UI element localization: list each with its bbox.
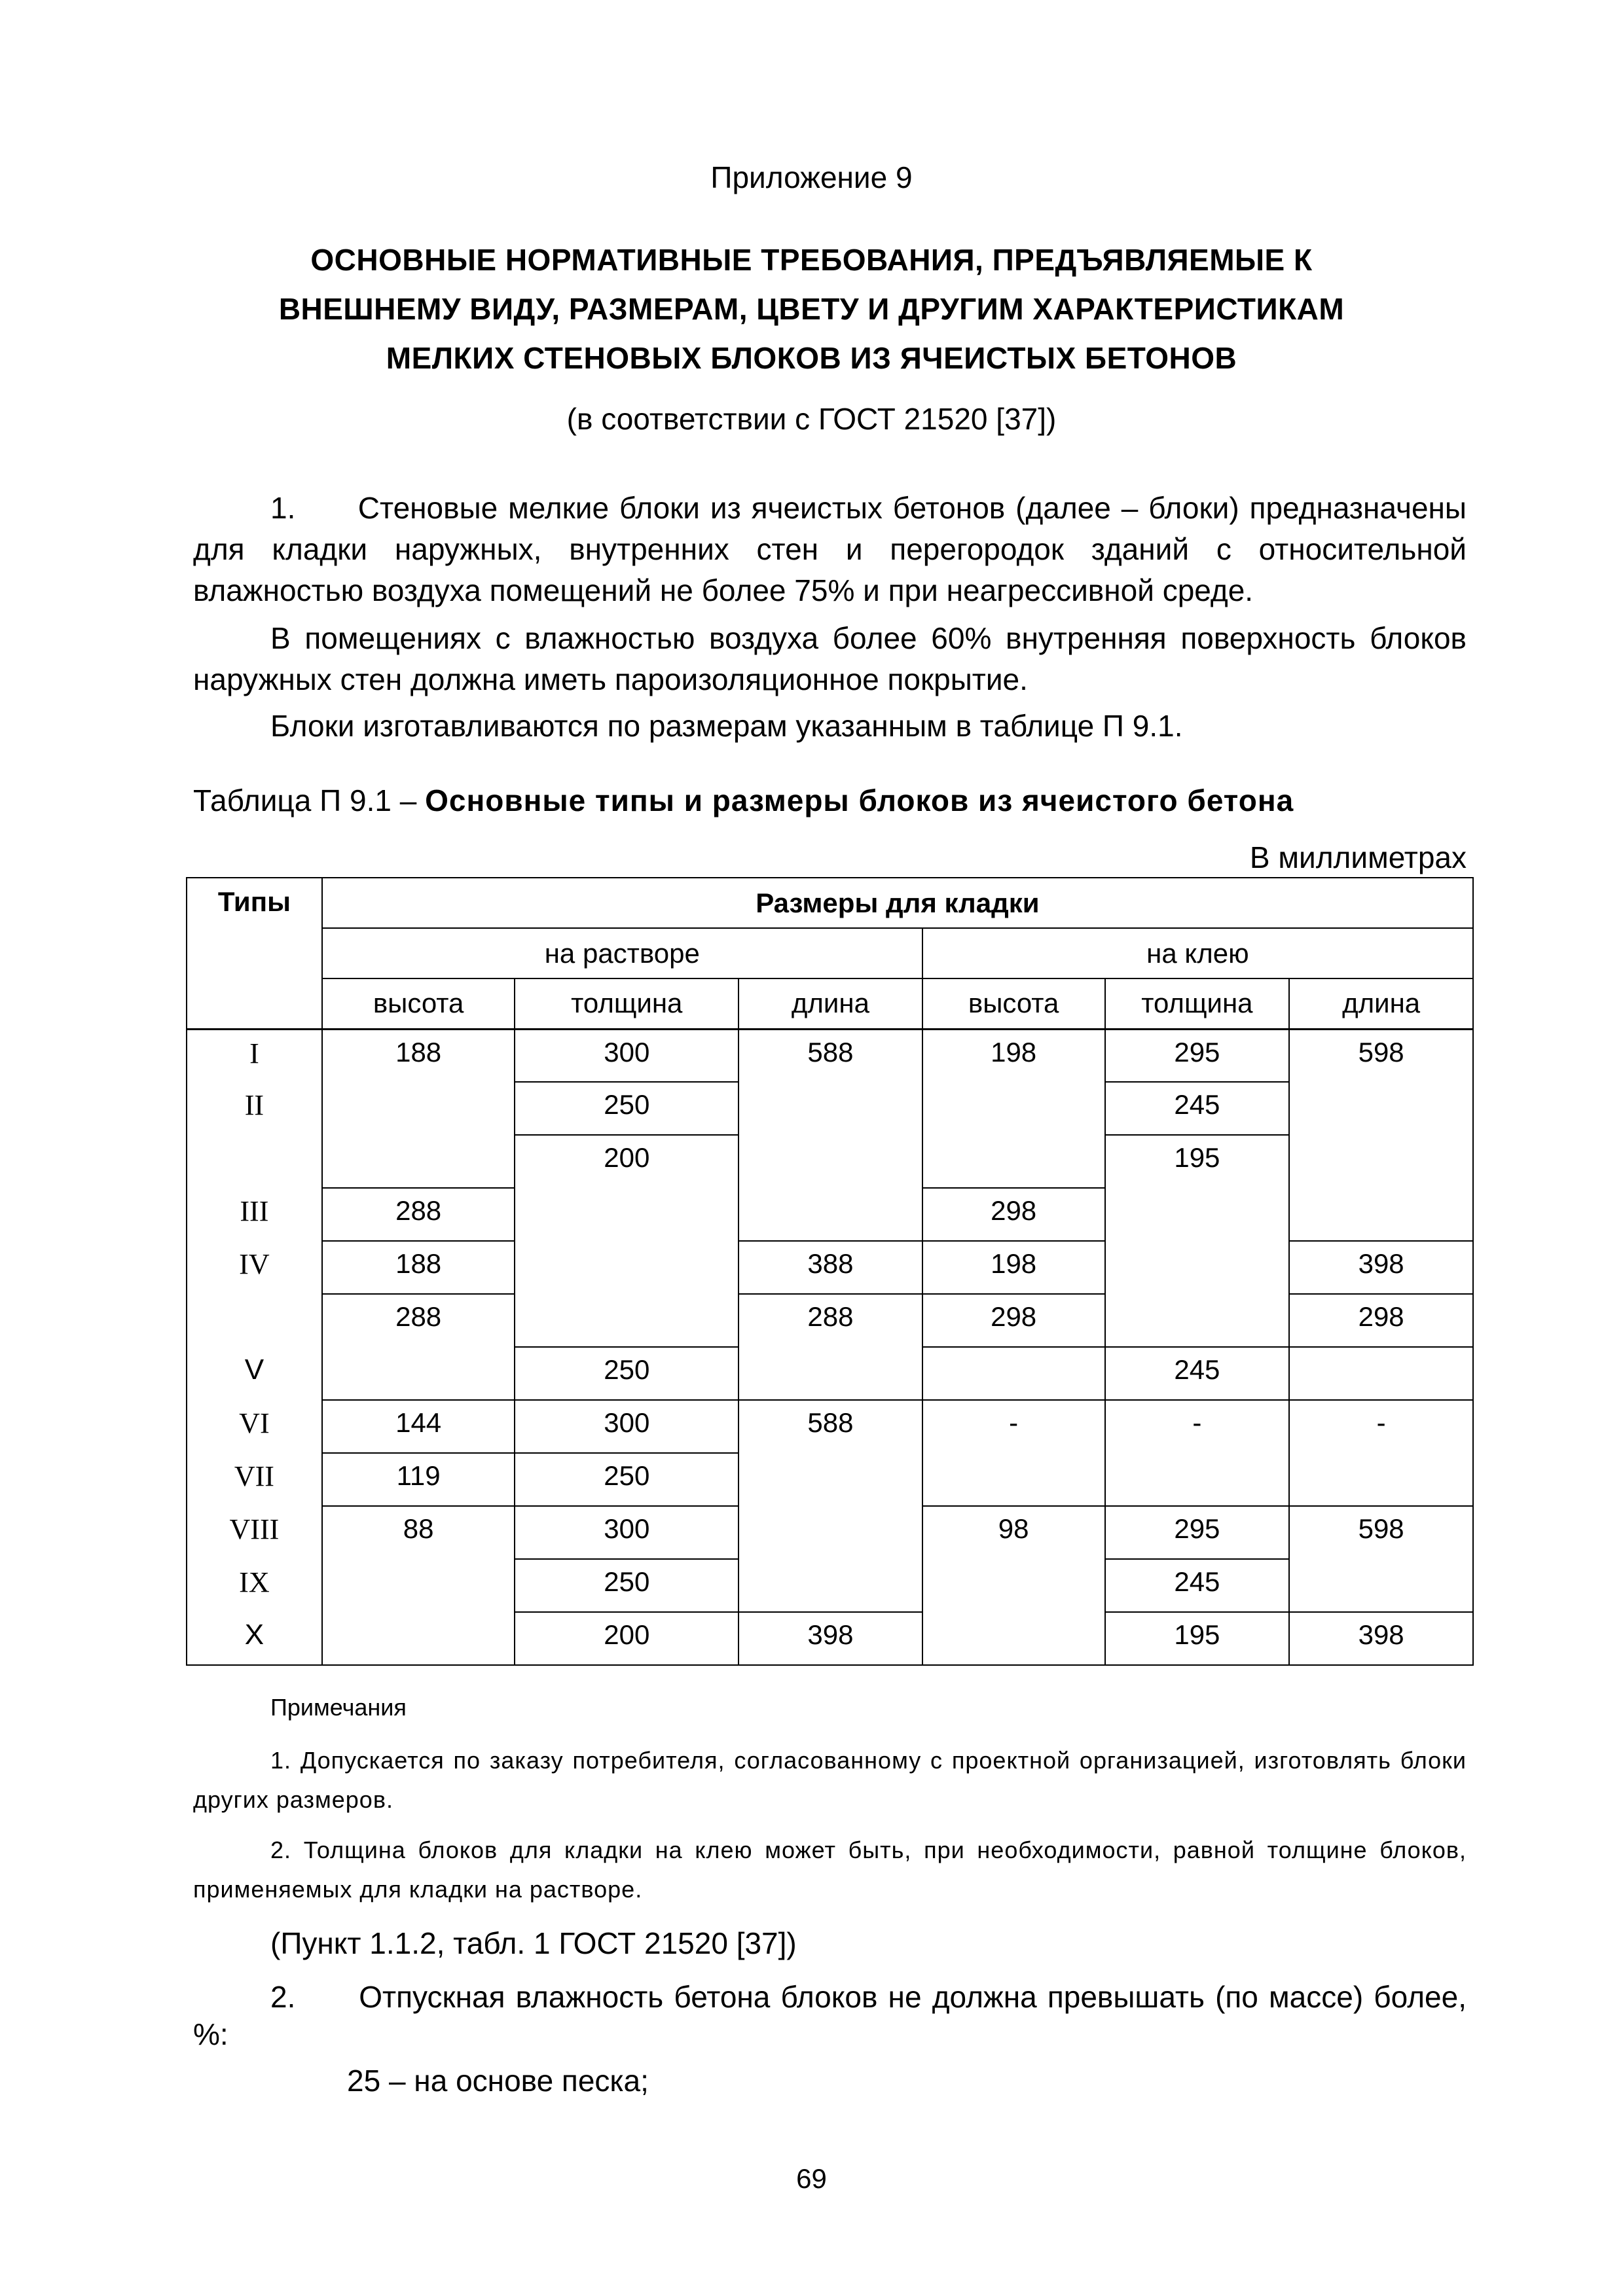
cell: 588 [739, 1400, 922, 1612]
cell: 398 [1289, 1612, 1473, 1665]
paragraph-3: Блоки изготавливаются по размерам указанным в таблице П 9.1. [270, 709, 1183, 743]
title-line: МЕЛКИХ СТЕНОВЫХ БЛОКОВ ИЗ ЯЧЕИСТЫХ БЕТОНОВ [386, 341, 1237, 375]
cell [1289, 1347, 1473, 1400]
header-sizes: Размеры для кладки [322, 878, 1473, 928]
cell: 588 [739, 1029, 922, 1241]
document-title [0, 236, 1623, 383]
cell: 188 [322, 1241, 515, 1294]
type-cell [187, 1294, 322, 1347]
cell: 300 [515, 1029, 739, 1082]
type-cell: IX [187, 1559, 322, 1612]
cell: 245 [1105, 1082, 1290, 1135]
header-mortar: на растворе [322, 928, 922, 978]
table-row [187, 1400, 1473, 1453]
paragraph-1: 1. Стеновые мелкие блоки из ячеистых бетонов (далее – блоки) предназначены для кладки наружных, внутренних стен и перегородок зданий с относительной влажностью воздуха помещений не более 75% и при неагрессивной среде. [193, 491, 1475, 607]
notes-title: Примечания [270, 1694, 407, 1721]
cell [922, 1347, 1105, 1400]
cell: 598 [1289, 1029, 1473, 1241]
cell: 198 [922, 1241, 1105, 1294]
cell: 198 [922, 1029, 1105, 1188]
cell: - [1105, 1400, 1290, 1506]
type-cell: IV [187, 1241, 322, 1294]
cell: 245 [1105, 1347, 1290, 1400]
cell: 288 [739, 1294, 922, 1400]
cell: 295 [1105, 1506, 1290, 1559]
title-line: ВНЕШНЕМУ ВИДУ, РАЗМЕРАМ, ЦВЕТУ И ДРУГИМ ХАРАКТЕРИСТИКАМ [278, 292, 1345, 326]
cell: 288 [322, 1294, 515, 1400]
cell: 200 [515, 1135, 739, 1347]
reference: (Пункт 1.1.2, табл. 1 ГОСТ 21520 [37]) [270, 1926, 797, 1960]
cell: 195 [1105, 1135, 1290, 1347]
cell: 88 [322, 1506, 515, 1665]
title-line: ОСНОВНЫЕ НОРМАТИВНЫЕ ТРЕБОВАНИЯ, ПРЕДЪЯВЛЯЕМЫЕ К [310, 243, 1313, 277]
paragraph-2: В помещениях с влажностью воздуха более 60% внутренняя поверхность блоков наружных стен должна иметь пароизоляционное покрытие. [193, 621, 1467, 696]
type-cell [187, 1135, 322, 1188]
type-cell: V [187, 1347, 322, 1400]
header-thickness: толщина [515, 978, 739, 1029]
table-caption [193, 780, 1294, 821]
cell: 119 [322, 1453, 515, 1506]
type-cell: III [187, 1188, 322, 1241]
cell: 398 [739, 1612, 922, 1665]
cell: 250 [515, 1347, 739, 1400]
type-cell: VIII [187, 1506, 322, 1559]
cell: 398 [1289, 1241, 1473, 1294]
cell: 295 [1105, 1029, 1290, 1082]
cell: 250 [515, 1559, 739, 1612]
appendix-label: Приложение 9 [710, 160, 913, 194]
sizes-table [186, 877, 1474, 1666]
header-height: высота [322, 978, 515, 1029]
cell: - [1289, 1400, 1473, 1506]
header-length: длина [739, 978, 922, 1029]
cell: 188 [322, 1029, 515, 1188]
cell: 144 [322, 1400, 515, 1453]
header-types: Типы [187, 878, 322, 1029]
cell: 98 [922, 1506, 1105, 1665]
cell: 298 [1289, 1294, 1473, 1347]
type-cell: VI [187, 1400, 322, 1453]
page-number: 69 [796, 2163, 827, 2194]
table-row [187, 1029, 1473, 1082]
type-cell: X [187, 1612, 322, 1665]
cell: 195 [1105, 1612, 1290, 1665]
subtitle: (в соответствии с ГОСТ 21520 [37]) [566, 402, 1057, 436]
cell: 300 [515, 1506, 739, 1559]
list-item: 25 – на основе песка; [347, 2064, 649, 2098]
type-cell: II [187, 1082, 322, 1135]
paragraph-moisture: 2. Отпускная влажность бетона блоков не должна превышать (по массе) более, %: [193, 1980, 1475, 2051]
type-cell: I [187, 1029, 322, 1082]
header-height: высота [922, 978, 1105, 1029]
cell: - [922, 1400, 1105, 1506]
cell: 245 [1105, 1559, 1290, 1612]
cell: 598 [1289, 1506, 1473, 1612]
cell: 288 [322, 1188, 515, 1241]
cell: 250 [515, 1082, 739, 1135]
header-glue: на клею [922, 928, 1473, 978]
cell: 200 [515, 1612, 739, 1665]
cell: 298 [922, 1294, 1105, 1347]
type-cell: VII [187, 1453, 322, 1506]
header-thickness: толщина [1105, 978, 1290, 1029]
cell: 298 [922, 1188, 1105, 1241]
caption-title: Основные типы и размеры блоков из ячеистого бетона [425, 783, 1294, 817]
cell: 250 [515, 1453, 739, 1506]
cell: 300 [515, 1400, 739, 1453]
caption-prefix: Таблица П 9.1 – [193, 783, 426, 817]
cell: 388 [739, 1241, 922, 1294]
note-2: 2. Толщина блоков для кладки на клею может быть, при необходимости, равной толщине блоков, применяемых для кладки на растворе. [193, 1837, 1467, 1903]
units-label: В миллиметрах [1249, 840, 1467, 874]
header-length: длина [1289, 978, 1473, 1029]
note-1: 1. Допускается по заказу потребителя, согласованному с проектной организацией, изготовлять блоки других размеров. [193, 1747, 1467, 1813]
